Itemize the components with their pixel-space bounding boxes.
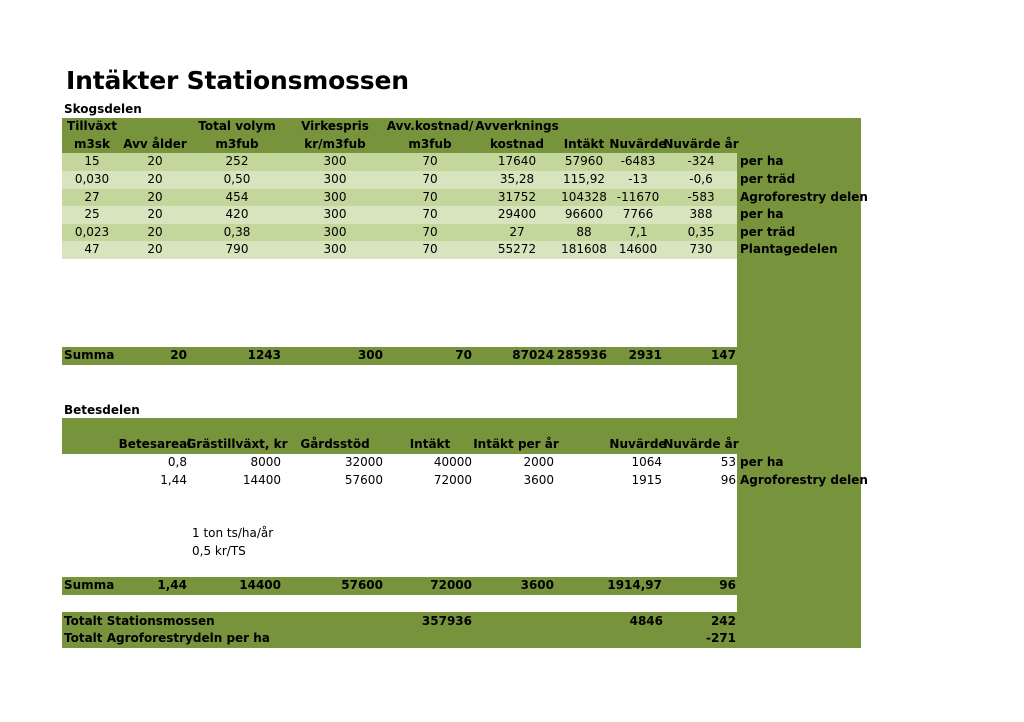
skog-cell: 0,023 — [74, 225, 110, 239]
betes-cell: 3600 — [523, 473, 554, 487]
betes-header-3: Intäkt — [409, 437, 451, 451]
skog-cell: 27 — [84, 190, 100, 204]
skog-summa-cell: 87024 — [512, 348, 554, 362]
skog-cell: 88 — [576, 225, 592, 239]
skog-cell: -324 — [687, 154, 715, 168]
skog-cell: 7,1 — [628, 225, 648, 239]
betes-cell: 32000 — [344, 455, 383, 469]
total-stationsmossen-label: Totalt Stationsmossen — [64, 614, 215, 628]
betes-summa-cell: 1914,97 — [607, 578, 662, 592]
skog-summa-cell: 2931 — [628, 348, 662, 362]
skog-summa-label: Summa — [64, 348, 115, 362]
skog-cell: 17640 — [497, 154, 537, 168]
skog-header-5: kostnad — [489, 137, 545, 151]
skog-cell: 300 — [323, 172, 347, 186]
skog-cell: -0,6 — [689, 172, 713, 186]
betes-header-1: Grästillväxt, kr — [186, 437, 288, 451]
skog-cell: 35,28 — [499, 172, 535, 186]
betes-cell: 14400 — [242, 473, 281, 487]
skog-header-3: kr/m3fub — [304, 137, 366, 151]
skog-cell: 730 — [689, 242, 713, 256]
skog-summa-cell: 20 — [170, 348, 187, 362]
skog-cell: 31752 — [497, 190, 537, 204]
skog-cell: 57960 — [564, 154, 604, 168]
betes-header-5: Nuvärde — [609, 437, 667, 451]
total-stationsmossen-intakt: 357936 — [421, 614, 472, 628]
skog-header-top-5: Avverknings — [475, 119, 559, 133]
skog-cell: 70 — [422, 154, 438, 168]
skog-header-top-0: Tillväxt — [67, 119, 117, 133]
skog-cell: 20 — [147, 225, 163, 239]
skog-summa-cell: 147 — [710, 348, 736, 362]
betes-summa-cell: 96 — [719, 578, 736, 592]
skog-cell: 20 — [147, 190, 163, 204]
betes-summa-cell: 3600 — [520, 578, 554, 592]
skog-cell: 0,38 — [223, 225, 251, 239]
skog-cell: 20 — [147, 172, 163, 186]
skog-cell: -6483 — [620, 154, 656, 168]
skog-cell: 300 — [323, 242, 347, 256]
skog-header-7: Nuvärde — [609, 137, 667, 151]
skog-header-1: Avv ålder — [123, 137, 187, 151]
betes-cell: 1915 — [631, 473, 662, 487]
skog-header-top-3: Virkespris — [301, 119, 369, 133]
skog-cell: 29400 — [497, 207, 537, 221]
skog-summa-cell: 300 — [357, 348, 383, 362]
betes-cell: 57600 — [344, 473, 383, 487]
skog-cell: 252 — [225, 154, 249, 168]
betes-summa-cell: 14400 — [239, 578, 281, 592]
betes-header-4: Intäkt per år — [473, 437, 559, 451]
skog-cell: 181608 — [561, 242, 607, 256]
betes-cell: 72000 — [433, 473, 472, 487]
skog-cell: 0,35 — [687, 225, 715, 239]
skog-cell: 14600 — [618, 242, 658, 256]
skog-header-6: Intäkt — [563, 137, 605, 151]
page-title: Intäkter Stationsmossen — [66, 66, 409, 95]
betes-cell: 1,44 — [160, 473, 187, 487]
skog-cell: 790 — [225, 242, 249, 256]
skog-cell: 70 — [422, 242, 438, 256]
betes-cell: 1064 — [631, 455, 662, 469]
betes-cell: 0,8 — [167, 455, 187, 469]
skog-cell: 70 — [422, 225, 438, 239]
skog-cell: 25 — [84, 207, 100, 221]
betes-cell: 40000 — [433, 455, 472, 469]
skog-cell: 20 — [147, 154, 163, 168]
skog-row-label: per ha — [740, 207, 784, 221]
skog-cell: 115,92 — [563, 172, 605, 186]
skog-cell: 300 — [323, 207, 347, 221]
skog-cell: 0,50 — [223, 172, 251, 186]
total-agroforestry-label: Totalt Agroforestrydeln per ha — [64, 631, 270, 645]
betes-summa-cell: 1,44 — [157, 578, 187, 592]
skog-cell: 20 — [147, 242, 163, 256]
total-stationsmossen-nuvarde-ar: 242 — [710, 614, 736, 628]
skog-cell: 70 — [422, 190, 438, 204]
skog-cell: 47 — [84, 242, 100, 256]
skog-cell: 300 — [323, 225, 347, 239]
skog-cell: 0,030 — [74, 172, 110, 186]
skog-cell: 104328 — [561, 190, 607, 204]
betes-header-0: Betesareal — [118, 437, 192, 451]
skog-header-top-4: Avv.kostnad/ — [386, 119, 474, 133]
skog-cell: 70 — [422, 207, 438, 221]
skog-cell: 96600 — [564, 207, 604, 221]
skog-cell: 420 — [225, 207, 249, 221]
skog-cell: 388 — [689, 207, 713, 221]
betes-cell: 96 — [720, 473, 736, 487]
betes-summa-label: Summa — [64, 578, 115, 592]
betes-row-label: Agroforestry delen — [740, 473, 868, 487]
skog-summa-cell: 285936 — [556, 348, 607, 362]
skog-header-4: m3fub — [408, 137, 452, 151]
betes-cell: 8000 — [250, 455, 281, 469]
skog-row-label: per träd — [740, 172, 796, 186]
betes-row-label: per ha — [740, 455, 784, 469]
skog-cell: -11670 — [616, 190, 660, 204]
betes-cell: 2000 — [523, 455, 554, 469]
skog-row-label: Plantagedelen — [740, 242, 838, 256]
betesdelen-heading: Betesdelen — [64, 403, 140, 417]
betes-header-6: Nuvärde år — [663, 437, 739, 451]
skog-cell: 55272 — [497, 242, 537, 256]
betes-summa-cell: 57600 — [341, 578, 383, 592]
skog-row-label: per ha — [740, 154, 784, 168]
skog-cell: 7766 — [622, 207, 654, 221]
skog-row-label: Agroforestry delen — [740, 190, 868, 204]
skog-header-0: m3sk — [74, 137, 110, 151]
skog-cell: 27 — [509, 225, 525, 239]
betes-summa-cell: 72000 — [430, 578, 472, 592]
betes-note-1: 1 ton ts/ha/år — [192, 526, 274, 540]
skog-header-2: m3fub — [215, 137, 259, 151]
skog-cell: -583 — [687, 190, 715, 204]
total-agroforestry-value: -271 — [705, 631, 736, 645]
skog-cell: 454 — [225, 190, 249, 204]
betes-cell: 53 — [720, 455, 736, 469]
total-stationsmossen-nuvarde: 4846 — [629, 614, 663, 628]
betes-note-2: 0,5 kr/TS — [192, 544, 246, 558]
skog-cell: 300 — [323, 190, 347, 204]
skog-header-top-2: Total volym — [198, 119, 276, 133]
skog-cell: 15 — [84, 154, 100, 168]
skog-row-label: per träd — [740, 225, 796, 239]
skog-cell: -13 — [628, 172, 648, 186]
skog-summa-cell: 1243 — [247, 348, 281, 362]
skog-cell: 300 — [323, 154, 347, 168]
skog-summa-cell: 70 — [455, 348, 472, 362]
betes-header-2: Gårdsstöd — [300, 437, 370, 451]
skog-cell: 70 — [422, 172, 438, 186]
skog-cell: 20 — [147, 207, 163, 221]
skogsdelen-heading: Skogsdelen — [64, 102, 142, 116]
skog-header-8: Nuvärde år — [663, 137, 739, 151]
